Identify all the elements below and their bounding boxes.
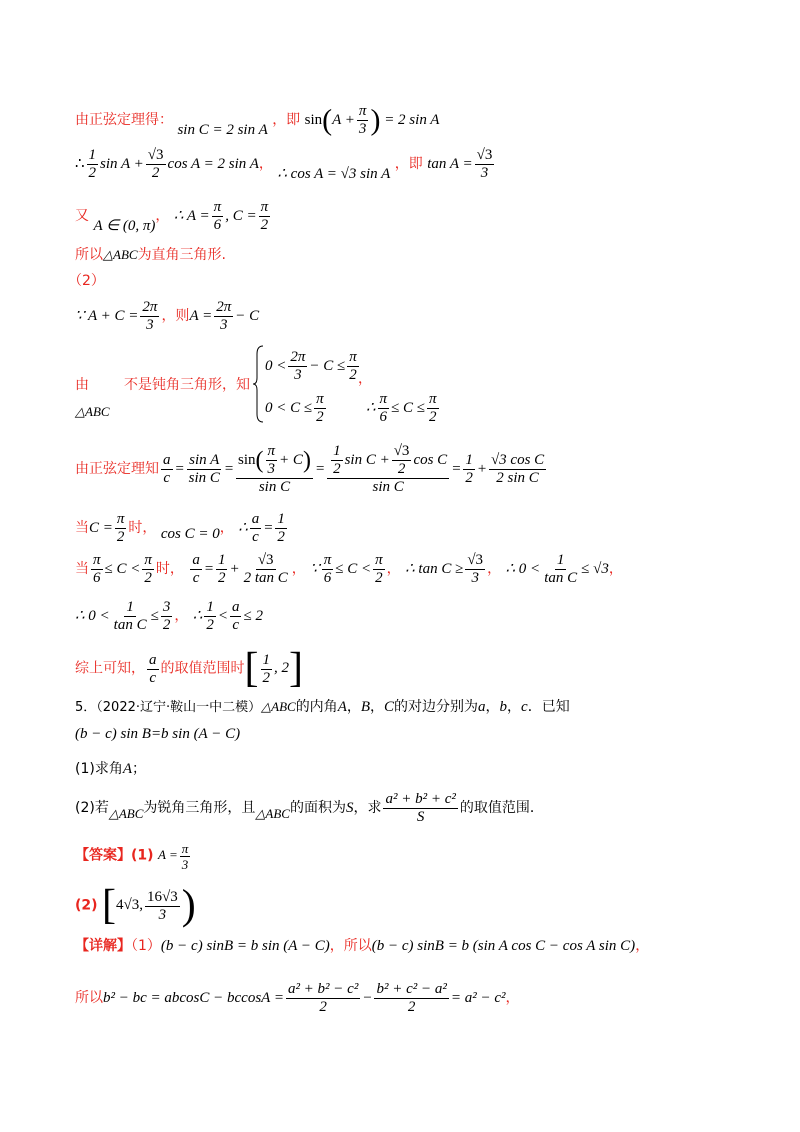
text-conclusion: 综上可知， bbox=[75, 660, 145, 677]
ineq: ≤ C < bbox=[104, 560, 141, 577]
sqrt3: √3 bbox=[257, 552, 274, 568]
plus: + bbox=[476, 460, 487, 477]
eq-C: , C = bbox=[225, 207, 257, 224]
comma: ， bbox=[635, 938, 650, 954]
triangle-ABC: △ABC bbox=[261, 699, 296, 714]
pi: π bbox=[260, 199, 269, 215]
equals: = bbox=[203, 560, 214, 577]
one: 1 bbox=[126, 599, 134, 615]
c: c bbox=[252, 529, 259, 545]
text-ze: ，则 bbox=[161, 307, 190, 324]
two-tanC: 2 tan C bbox=[243, 570, 288, 586]
three: 3 bbox=[181, 857, 189, 872]
two-sinC: 2 sin C bbox=[496, 470, 539, 486]
question-5-condition bbox=[75, 727, 240, 742]
text: 的对边分别为 bbox=[394, 699, 479, 715]
line-2 bbox=[75, 148, 496, 181]
one: 1 bbox=[277, 511, 285, 527]
line-6 bbox=[75, 300, 259, 333]
a: a bbox=[251, 511, 260, 527]
C: C bbox=[384, 699, 395, 715]
two: 2 bbox=[349, 367, 357, 383]
ineq: ≤ C ≤ bbox=[391, 399, 426, 416]
six: 6 bbox=[379, 409, 388, 425]
comma: ， bbox=[370, 699, 385, 715]
comma: ， bbox=[487, 560, 502, 577]
equals: = bbox=[263, 519, 274, 536]
two: 2 bbox=[162, 617, 171, 633]
sinA: sin A + bbox=[100, 155, 144, 172]
line-7-tri bbox=[75, 405, 110, 419]
plus-C: + C bbox=[279, 451, 303, 468]
text-not-obtuse: 不是钝角三角形，知 bbox=[124, 377, 250, 393]
question-number: 5．（2022·辽宁·鞍山一中二模） bbox=[75, 700, 262, 715]
sqrt3-cosC: √3 cos C bbox=[490, 452, 545, 468]
comma: ， bbox=[155, 207, 170, 224]
two-pi: 2π bbox=[142, 299, 158, 315]
ineq: ≤ C < bbox=[335, 560, 372, 577]
comma: ， bbox=[291, 560, 306, 577]
three: 3 bbox=[294, 367, 302, 383]
term-A: A + bbox=[332, 111, 355, 128]
pi: π bbox=[93, 552, 101, 568]
text-you: 由 bbox=[75, 377, 89, 393]
two: 2 bbox=[206, 617, 214, 633]
one: 1 bbox=[556, 552, 565, 568]
two-pi: 2π bbox=[290, 349, 306, 365]
text-sine-law: 由正弦定理得： bbox=[75, 111, 173, 128]
line-11 bbox=[75, 600, 263, 633]
text-suoyi: ，所以 bbox=[329, 938, 372, 954]
three: 3 bbox=[471, 570, 479, 586]
line-7-you bbox=[75, 378, 89, 392]
A: A bbox=[122, 761, 133, 777]
system-comma bbox=[358, 372, 372, 386]
le-sqrt3: ≤ √3 bbox=[581, 560, 609, 577]
six: 6 bbox=[323, 570, 332, 586]
eq-A: A = bbox=[158, 847, 178, 863]
line-5 bbox=[68, 274, 105, 288]
two: 2 bbox=[260, 217, 269, 233]
tanA: tan A = bbox=[427, 155, 473, 172]
cosC-zero: cos C = 0 bbox=[160, 525, 220, 542]
S: S bbox=[345, 799, 354, 816]
rest: cos A = 2 sin A bbox=[167, 155, 259, 172]
three: 3 bbox=[162, 599, 171, 615]
line-9 bbox=[75, 512, 289, 545]
question-5-header bbox=[75, 700, 570, 715]
sin: sin bbox=[238, 451, 256, 468]
eq-A: A = bbox=[189, 307, 213, 324]
detail-line-2 bbox=[75, 982, 520, 1015]
because: ∵ bbox=[310, 560, 320, 577]
eq-rhs: = a² − c² bbox=[450, 989, 506, 1006]
den: 3 bbox=[480, 165, 489, 181]
line-7-text bbox=[124, 378, 250, 392]
pi: π bbox=[358, 103, 367, 119]
text-you: 又 bbox=[75, 207, 89, 224]
comma: ， bbox=[505, 989, 520, 1006]
A: A bbox=[337, 699, 347, 715]
plus: + bbox=[229, 560, 240, 577]
minus: − bbox=[362, 989, 373, 1006]
two: 2 bbox=[144, 570, 152, 586]
comma: ， bbox=[346, 699, 361, 715]
pi: π bbox=[116, 511, 125, 527]
B: B bbox=[360, 699, 371, 715]
tanC-ineq: ∴ tan C ≥ bbox=[405, 560, 464, 577]
answer-1-label: (1) bbox=[131, 847, 154, 864]
pi: π bbox=[144, 552, 152, 568]
text-shi: 时， bbox=[155, 560, 184, 577]
detail-1: （1） bbox=[131, 938, 161, 954]
den-1: 2 bbox=[319, 999, 327, 1015]
a: a bbox=[231, 599, 240, 615]
eq-cosA: ∴ cos A = √3 sin A bbox=[277, 165, 391, 182]
three: 3 bbox=[358, 121, 367, 137]
part-2-label: (2)若 bbox=[75, 799, 109, 816]
question-5-part-1 bbox=[75, 762, 146, 777]
num-2: b² + c² − a² bbox=[376, 981, 447, 997]
sinC: sin C bbox=[372, 479, 404, 495]
condition-eq: (b − c) sin B=b sin (A − C) bbox=[75, 726, 241, 742]
pi: π bbox=[349, 349, 357, 365]
a: a bbox=[192, 552, 200, 568]
sin-label: sin bbox=[304, 111, 323, 128]
one: 1 bbox=[465, 452, 473, 468]
semicolon: ； bbox=[132, 761, 147, 777]
line-1: 由正弦定理得： sin C = 2 sin A ，即 sin(A + $\frac{\pi}{3}$ ) = 2 sin A bbox=[75, 103, 440, 138]
numerator: a² + b² + c² bbox=[385, 791, 456, 807]
therefore: ∴ bbox=[75, 155, 85, 172]
two: 2 bbox=[465, 470, 473, 486]
line-8: 由正弦定理知 $\frac{a}{c}$ = $\frac{\text{sin A}}{\text{sin C}}$ = sin( $\frac{\pi}{3}$ + C) sin C = $\frac{1}{2}$ sin C + $\frac{√3}{2}$ cos C sin C = $\frac{1}{2}$ + $\frac{\text{√3 cos C}}{\text{2 sin C}}$ bbox=[75, 443, 545, 495]
six: 6 bbox=[93, 570, 101, 586]
denominator: S bbox=[416, 809, 425, 825]
text: 的内角 bbox=[295, 699, 338, 715]
ineq: ∴ 0 < bbox=[75, 607, 110, 624]
six: 6 bbox=[213, 217, 222, 233]
set: A ∈ (0, π) bbox=[93, 217, 156, 234]
text: 为锐角三角形，且 bbox=[143, 799, 256, 816]
text-dang: 当 bbox=[75, 519, 89, 536]
part-2-label: （2） bbox=[68, 273, 105, 289]
c: c bbox=[149, 669, 157, 686]
upper-den: 3 bbox=[158, 906, 167, 923]
two: 2 bbox=[397, 461, 406, 477]
two: 2 bbox=[116, 529, 125, 545]
comma: ， bbox=[258, 155, 273, 172]
system-brace bbox=[253, 344, 265, 427]
den: 2 bbox=[151, 165, 160, 181]
text: ，求 bbox=[353, 799, 382, 816]
detail-label: 【详解】 bbox=[75, 938, 131, 954]
two: 2 bbox=[375, 570, 383, 586]
system-line-2 bbox=[265, 392, 328, 425]
sinA: sin A bbox=[189, 452, 220, 468]
eq-rhs: = 2 sin A bbox=[384, 111, 440, 128]
cosC: cos C bbox=[413, 451, 448, 468]
text-sine-law: 由正弦定理知 bbox=[75, 460, 159, 477]
system-result bbox=[366, 392, 441, 425]
c: c bbox=[163, 470, 171, 486]
two: 2 bbox=[217, 570, 226, 586]
text: ．已知 bbox=[527, 699, 570, 715]
part-1-label: (1)求角 bbox=[75, 761, 123, 777]
tanC: tan C bbox=[544, 570, 578, 586]
eq-sinC: sin C = 2 sin A bbox=[177, 121, 268, 138]
therefore: ∴ bbox=[192, 607, 203, 624]
pi: π bbox=[375, 552, 383, 568]
text-suoyi: 所以 bbox=[75, 247, 103, 263]
two: 2 bbox=[333, 461, 341, 477]
text-shi: 时， bbox=[128, 519, 157, 536]
eq-2: (b − c) sinB = b (sin A cos C − cos A sin C) bbox=[371, 938, 636, 954]
answer-line-1 bbox=[75, 842, 192, 871]
sinC: sin C bbox=[188, 470, 220, 486]
upper-num: 16√3 bbox=[146, 888, 178, 905]
num: 1 bbox=[88, 147, 97, 163]
sqrt3: √3 bbox=[147, 147, 164, 163]
text: 的取值范围． bbox=[459, 799, 544, 816]
pi: π bbox=[267, 443, 276, 459]
pi: π bbox=[323, 552, 332, 568]
therefore: ∴ bbox=[366, 399, 376, 416]
two: 2 bbox=[429, 409, 437, 425]
left-brace-icon bbox=[253, 344, 265, 424]
a: a bbox=[478, 699, 486, 715]
le: ≤ bbox=[150, 607, 159, 624]
one: 1 bbox=[262, 651, 270, 668]
because: ∵ A + C = bbox=[75, 307, 139, 324]
two: 2 bbox=[262, 669, 270, 686]
comma: ， bbox=[507, 699, 522, 715]
num-1: a² + b² − c² bbox=[287, 981, 359, 997]
comma: ， bbox=[219, 519, 234, 536]
two: 2 bbox=[316, 409, 324, 425]
line-10 bbox=[75, 553, 623, 586]
eq-lhs: b² − bc = abcosC − bccosA = bbox=[103, 989, 284, 1006]
text-suoyi: 所以 bbox=[75, 989, 103, 1006]
lt: < bbox=[217, 607, 228, 624]
pi: π bbox=[213, 199, 222, 215]
ineq: 0 < bbox=[265, 357, 287, 374]
comma: ， bbox=[608, 560, 623, 577]
sqrt3: √3 bbox=[393, 443, 410, 459]
eq-1: (b − c) sinB = b sin (A − C) bbox=[160, 938, 330, 954]
eq-C: C = bbox=[89, 519, 113, 536]
text-ji: ，即 bbox=[394, 155, 423, 172]
text-dang: 当 bbox=[75, 560, 89, 577]
three: 3 bbox=[146, 317, 154, 333]
ineq: 0 < C ≤ bbox=[265, 399, 313, 416]
sinC: sin C bbox=[258, 479, 291, 495]
detail-line-1 bbox=[75, 939, 649, 954]
comma: ， bbox=[386, 560, 401, 577]
c: c bbox=[192, 570, 200, 586]
comma: ， bbox=[358, 371, 372, 387]
text-range: 的取值范围时 bbox=[160, 660, 245, 677]
ineq: ∴ 0 < bbox=[505, 560, 541, 577]
line-3 bbox=[75, 200, 272, 233]
minus-C: − C bbox=[235, 307, 260, 324]
answer-line-2: (2) [4√3, $\frac{16√3}{3}$ ) bbox=[75, 883, 196, 929]
pi: π bbox=[181, 841, 189, 856]
sqrt3: √3 bbox=[476, 147, 493, 163]
lower-bound: 4√3, bbox=[116, 897, 143, 914]
pi: π bbox=[316, 391, 324, 407]
tanC: tan C bbox=[113, 617, 147, 633]
a: a bbox=[163, 452, 171, 468]
comma: ， bbox=[485, 699, 500, 715]
text-ji: ，即 bbox=[272, 111, 301, 128]
one: 1 bbox=[217, 552, 226, 568]
c: c bbox=[521, 699, 528, 715]
sqrt3: √3 bbox=[467, 552, 484, 568]
three: 3 bbox=[267, 461, 276, 477]
text: 的面积为 bbox=[289, 799, 346, 816]
b: b bbox=[499, 699, 508, 715]
den-2: 2 bbox=[407, 999, 416, 1015]
den: 2 bbox=[88, 165, 97, 181]
answer-label: 【答案】 bbox=[75, 847, 131, 864]
sinC: sin C + bbox=[344, 451, 390, 468]
upper-bound: , 2 bbox=[274, 660, 289, 677]
therefore: ∴ bbox=[238, 519, 248, 536]
pi: π bbox=[429, 391, 437, 407]
one: 1 bbox=[206, 599, 214, 615]
two-pi: 2π bbox=[216, 299, 232, 315]
eq-A: ∴ A = bbox=[173, 207, 210, 224]
system-line-1 bbox=[265, 350, 361, 383]
two: 2 bbox=[277, 529, 285, 545]
one: 1 bbox=[333, 443, 341, 459]
a: a bbox=[149, 651, 157, 668]
triangle-ABC: △ABC bbox=[103, 247, 138, 262]
line-12: 综上可知， $\frac{a}{c}$ 的取值范围时[ $\frac{1}{2}$ , 2] bbox=[75, 646, 303, 692]
le-2: ≤ 2 bbox=[243, 607, 263, 624]
triangle-ABC: △ABC bbox=[108, 805, 144, 821]
three: 3 bbox=[219, 317, 228, 333]
triangle-ABC: △ABC bbox=[255, 805, 290, 821]
line-4 bbox=[75, 248, 226, 262]
question-5-part-2 bbox=[75, 792, 544, 825]
answer-2-label: (2) bbox=[75, 897, 98, 914]
pi: π bbox=[379, 391, 388, 407]
comma: ， bbox=[174, 607, 189, 624]
triangle-ABC: △ABC bbox=[75, 404, 110, 419]
c: c bbox=[232, 617, 240, 633]
ineq: − C ≤ bbox=[309, 357, 346, 374]
text-right-triangle: 为直角三角形. bbox=[137, 247, 227, 263]
